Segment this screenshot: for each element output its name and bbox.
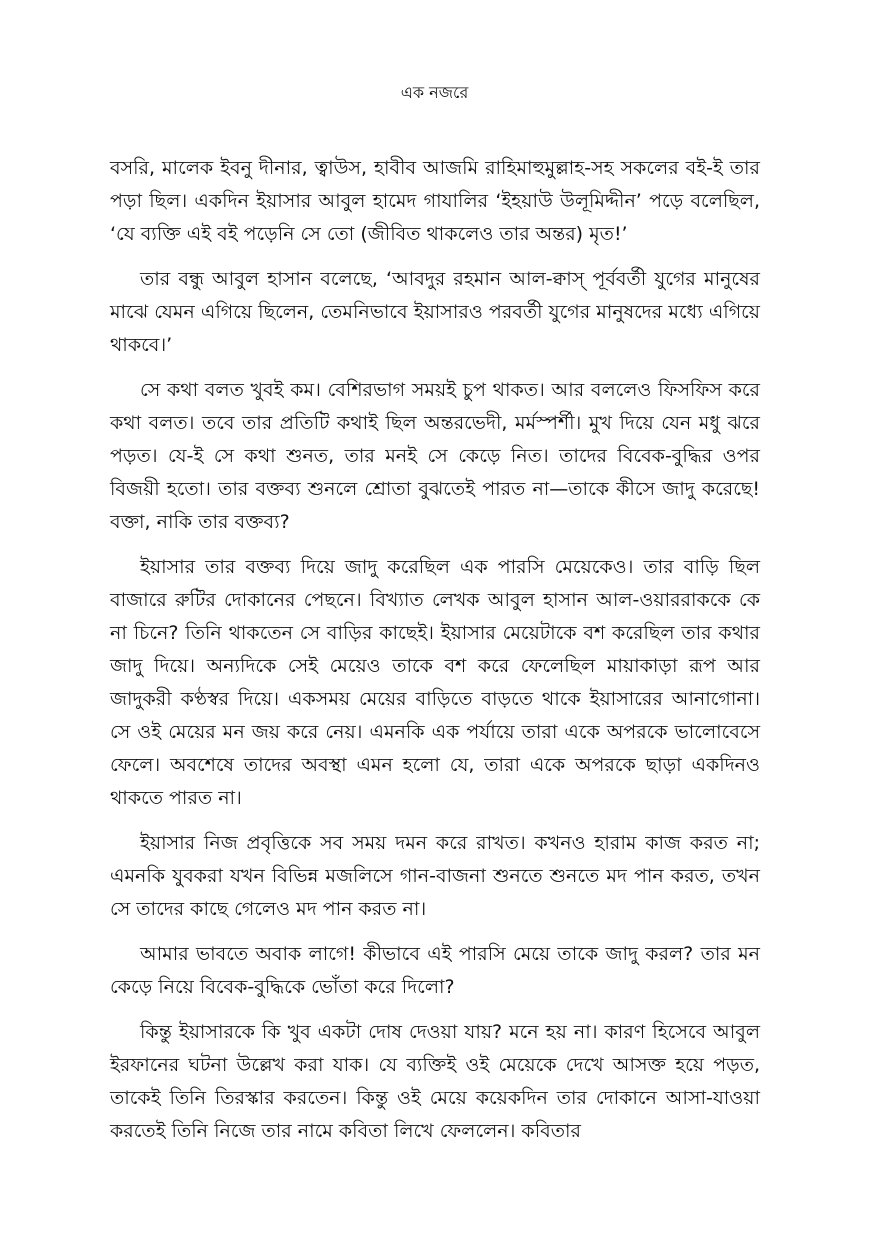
running-header: এক নজরে <box>400 83 469 102</box>
paragraph-1-continuation: বসরি, মালেক ইবনু দীনার, ত্বাউস, হাবীব আজমি রাহিমাহুমুল্লাহ-সহ সকলের বই-ই তার পড়া ছিল। একদিন ইয়াসার আবুল হামেদ গাযালির ‘ইহয়াউ উলূমিদ্দীন’ পড়ে বলেছিল, ‘যে ব্যক্তি এই বই পড়েনি সে তো (জীবিত থাকলেও তার অন্তর) মৃত!’ <box>110 157 760 245</box>
paragraph-7: কিন্তু ইয়াসারকে কি খুব একটা দোষ দেওয়া যায়? মনে হয় না। কারণ হিসেবে আবুল ইরফানের ঘটনা উল্লেখ করা যাক। যে ব্যক্তিই ওই মেয়েকে দেখে আসক্ত হয়ে পড়ত, তাকেই তিনি তিরস্কার করতেন। কিন্তু ওই মেয়ে কয়েকদিন তার দোকানে আসা-যাওয়া করতেই তিনি নিজে তার নামে কবিতা লিখে ফেললেন। কবিতার <box>110 1021 760 1142</box>
paragraph-4: ইয়াসার তার বক্তব্য দিয়ে জাদু করেছিল এক পারসি মেয়েকেও। তার বাড়ি ছিল বাজারে রুটির দোকানের পেছনে। বিখ্যাত লেখক আবুল হাসান আল-ওয়াররাককে কে না চিনে? তিনি থাকতেন সে বাড়ির কাছেই। ইয়াসার মেয়েটাকে বশ করেছিল তার কথার জাদু দিয়ে। অন্যদিকে সেই মেয়েও তাকে বশ করে ফেলেছিল মায়াকাড়া রূপ আর জাদুকরী কণ্ঠস্বর দিয়ে। একসময় মেয়ের বাড়িতে বাড়তে থাকে ইয়াসারের আনাগোনা। সে ওই মেয়ের মন জয় করে নেয়। এমনকি এক পর্যায়ে তারা একে অপরকে ভালোবেসে ফেলে। অবশেষে তাদের অবস্থা এমন হলো যে, তারা একে অপরকে ছাড়া একদিনও থাকতে পারত না। <box>110 556 760 809</box>
paragraph-6: আমার ভাবতে অবাক লাগে! কীভাবে এই পারসি মেয়ে তাকে জাদু করল? তার মন কেড়ে নিয়ে বিবেক-বুদ্ধিকে ভোঁতা করে দিলো? <box>110 943 760 998</box>
paragraph-2: তার বন্ধু আবুল হাসান বলেছে, ‘আবদুর রহমান আল-ক্বাস্ পূর্ববর্তী যুগের মানুষের মাঝে যেমন এগিয়ে ছিলেন, তেমনিভাবে ইয়াসারও পরবর্তী যুগের মানুষদের মধ্যে এগিয়ে থাকবে।’ <box>110 268 760 356</box>
paragraph-3: সে কথা বলত খুবই কম। বেশিরভাগ সময়ই চুপ থাকত। আর বললেও ফিসফিস করে কথা বলত। তবে তার প্রতিটি কথাই ছিল অন্তরভেদী, মর্মস্পর্শী। মুখ দিয়ে যেন মধু ঝরে পড়ত। যে-ই সে কথা শুনত, তার মনই সে কেড়ে নিত। তাদের বিবেক-বুদ্ধির ওপর বিজয়ী হতো। তার বক্তব্য শুনলে শ্রোতা বুঝতেই পারত না—তাকে কীসে জাদু করেছে! বক্তা, নাকি তার বক্তব্য? <box>110 379 760 533</box>
body-text <box>110 152 760 1160</box>
paragraph-5: ইয়াসার নিজ প্রবৃত্তিকে সব সময় দমন করে রাখত। কখনও হারাম কাজ করত না; এমনকি যুবকরা যখন বিভিন্ন মজলিসে গান-বাজনা শুনতে শুনতে মদ পান করত, তখন সে তাদের কাছে গেলেও মদ পান করত না। <box>110 832 760 920</box>
